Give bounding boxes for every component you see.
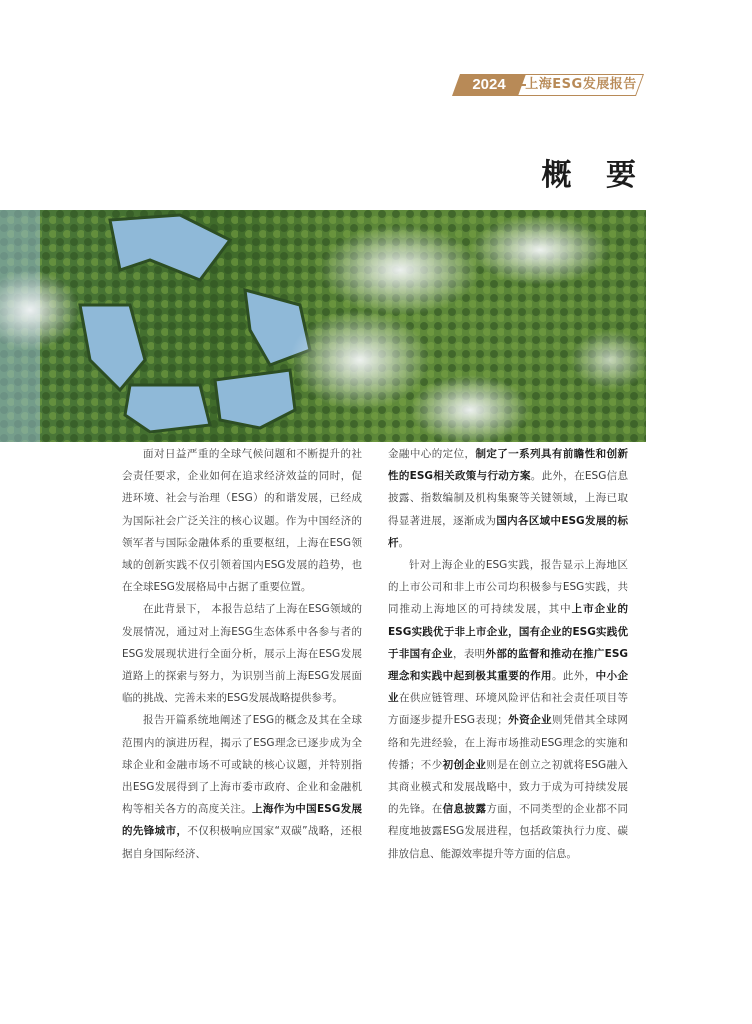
report-title: 上海ESG发展报告 xyxy=(525,77,637,92)
paragraph-continued xyxy=(388,443,628,554)
year-badge xyxy=(452,74,526,96)
text-run: 。此外，在ESG信息披露、指数编制及机构集聚等关键领域，上海已取得显著进展，逐渐成为 xyxy=(388,470,629,527)
text-run: 则是在创立之初就将ESG融入其商业模式和发展战略中，致力于成为可持续发展的先锋。在 xyxy=(388,758,629,816)
bold-run: 上海作为中国ESG发展的先锋城市， xyxy=(122,803,362,838)
paragraph-overview xyxy=(122,709,362,864)
report-header-badge xyxy=(448,74,648,98)
recycle-lake-forest-image xyxy=(0,210,646,442)
text-run: 在供应链管理、环境风险评估和社会责任项目等方面逐步提升ESG表现； xyxy=(388,692,629,727)
year-label: 2024 xyxy=(472,76,506,93)
bold-run: 制定了一系列具有前瞻性和创新性的ESG相关政策与行动方案 xyxy=(388,448,629,483)
body-column-left xyxy=(122,443,362,865)
text-run: 金融中心的定位， xyxy=(388,448,476,460)
hero-image xyxy=(0,210,646,442)
text-run: 则凭借其全球网络和先进经验，在上海市场推动ESG理念的实施和传播；不少 xyxy=(388,714,629,771)
bold-run: 上市企业的ESG实践优于非上市企业，国有企业的ESG实践优于非国有企业 xyxy=(388,603,629,660)
bold-run: 外部的监督和推动在推广ESG理念和实践中起到极其重要的作用 xyxy=(388,647,629,683)
text-run: 方面，不同类型的企业都不同程度地披露ESG发展进程，包括政策执行力度、碳排放信息、能源效率提升等方面的信息。 xyxy=(388,803,629,860)
bold-run: 初创企业 xyxy=(442,758,487,771)
text-run: 报告开篇系统地阐述了ESG的概念及其在全球范围内的演进历程，揭示了ESG理念已逐步成为全球企业和金融市场不可或缺的核心议题，并特别指出ESG发展得到了上海市委市政府、企业和金融机构等相关各方的高度关注。 xyxy=(122,714,362,816)
page-title: 概 要 xyxy=(541,158,648,193)
body-column-right xyxy=(388,443,628,865)
text-run: ，表明 xyxy=(453,647,486,660)
bold-run: 国内各区域中ESG发展的标杆 xyxy=(388,514,629,549)
text-run: 针对上海企业的ESG实践，报告显示上海地区的上市公司和非上市公司均积极参与ESG实践，共同推动上海地区的可持续发展，其中 xyxy=(388,559,628,616)
text-run: 。此外， xyxy=(551,670,596,683)
paragraph-intro: 面对日益严重的全球气候问题和不断提升的社会责任要求，企业如何在追求经济效益的同时，促进环境、社会与治理（ESG）的和谐发展，已经成为国际社会广泛关注的核心议题。作为中国经济的领军者与国际金融体系的重要枢纽，上海在ESG领域的创新实践不仅引领着国内ESG发展的趋势，也在全球ESG发展格局中占据了重要位置。 xyxy=(122,448,362,594)
text-run: 不仅积极响应国家“双碳”战略，还根据自身国际经济、 xyxy=(122,825,362,860)
bold-run: 中小企业 xyxy=(388,670,629,705)
paragraph-background: 在此背景下， 本报告总结了上海在ESG领域的发展情况，通过对上海ESG生态体系中各参与者的ESG发展现状进行全面分析，展示上海在ESG发展道路上的探索与努力，为识别当前上海ESG发展面临的挑战、完善未来的ESG发展战略提供参考。 xyxy=(122,603,362,705)
text-run: 。 xyxy=(398,536,409,549)
paragraph-enterprise-practice xyxy=(388,554,628,865)
bold-run: 外资企业 xyxy=(507,714,552,727)
bold-run: 信息披露 xyxy=(442,803,487,816)
